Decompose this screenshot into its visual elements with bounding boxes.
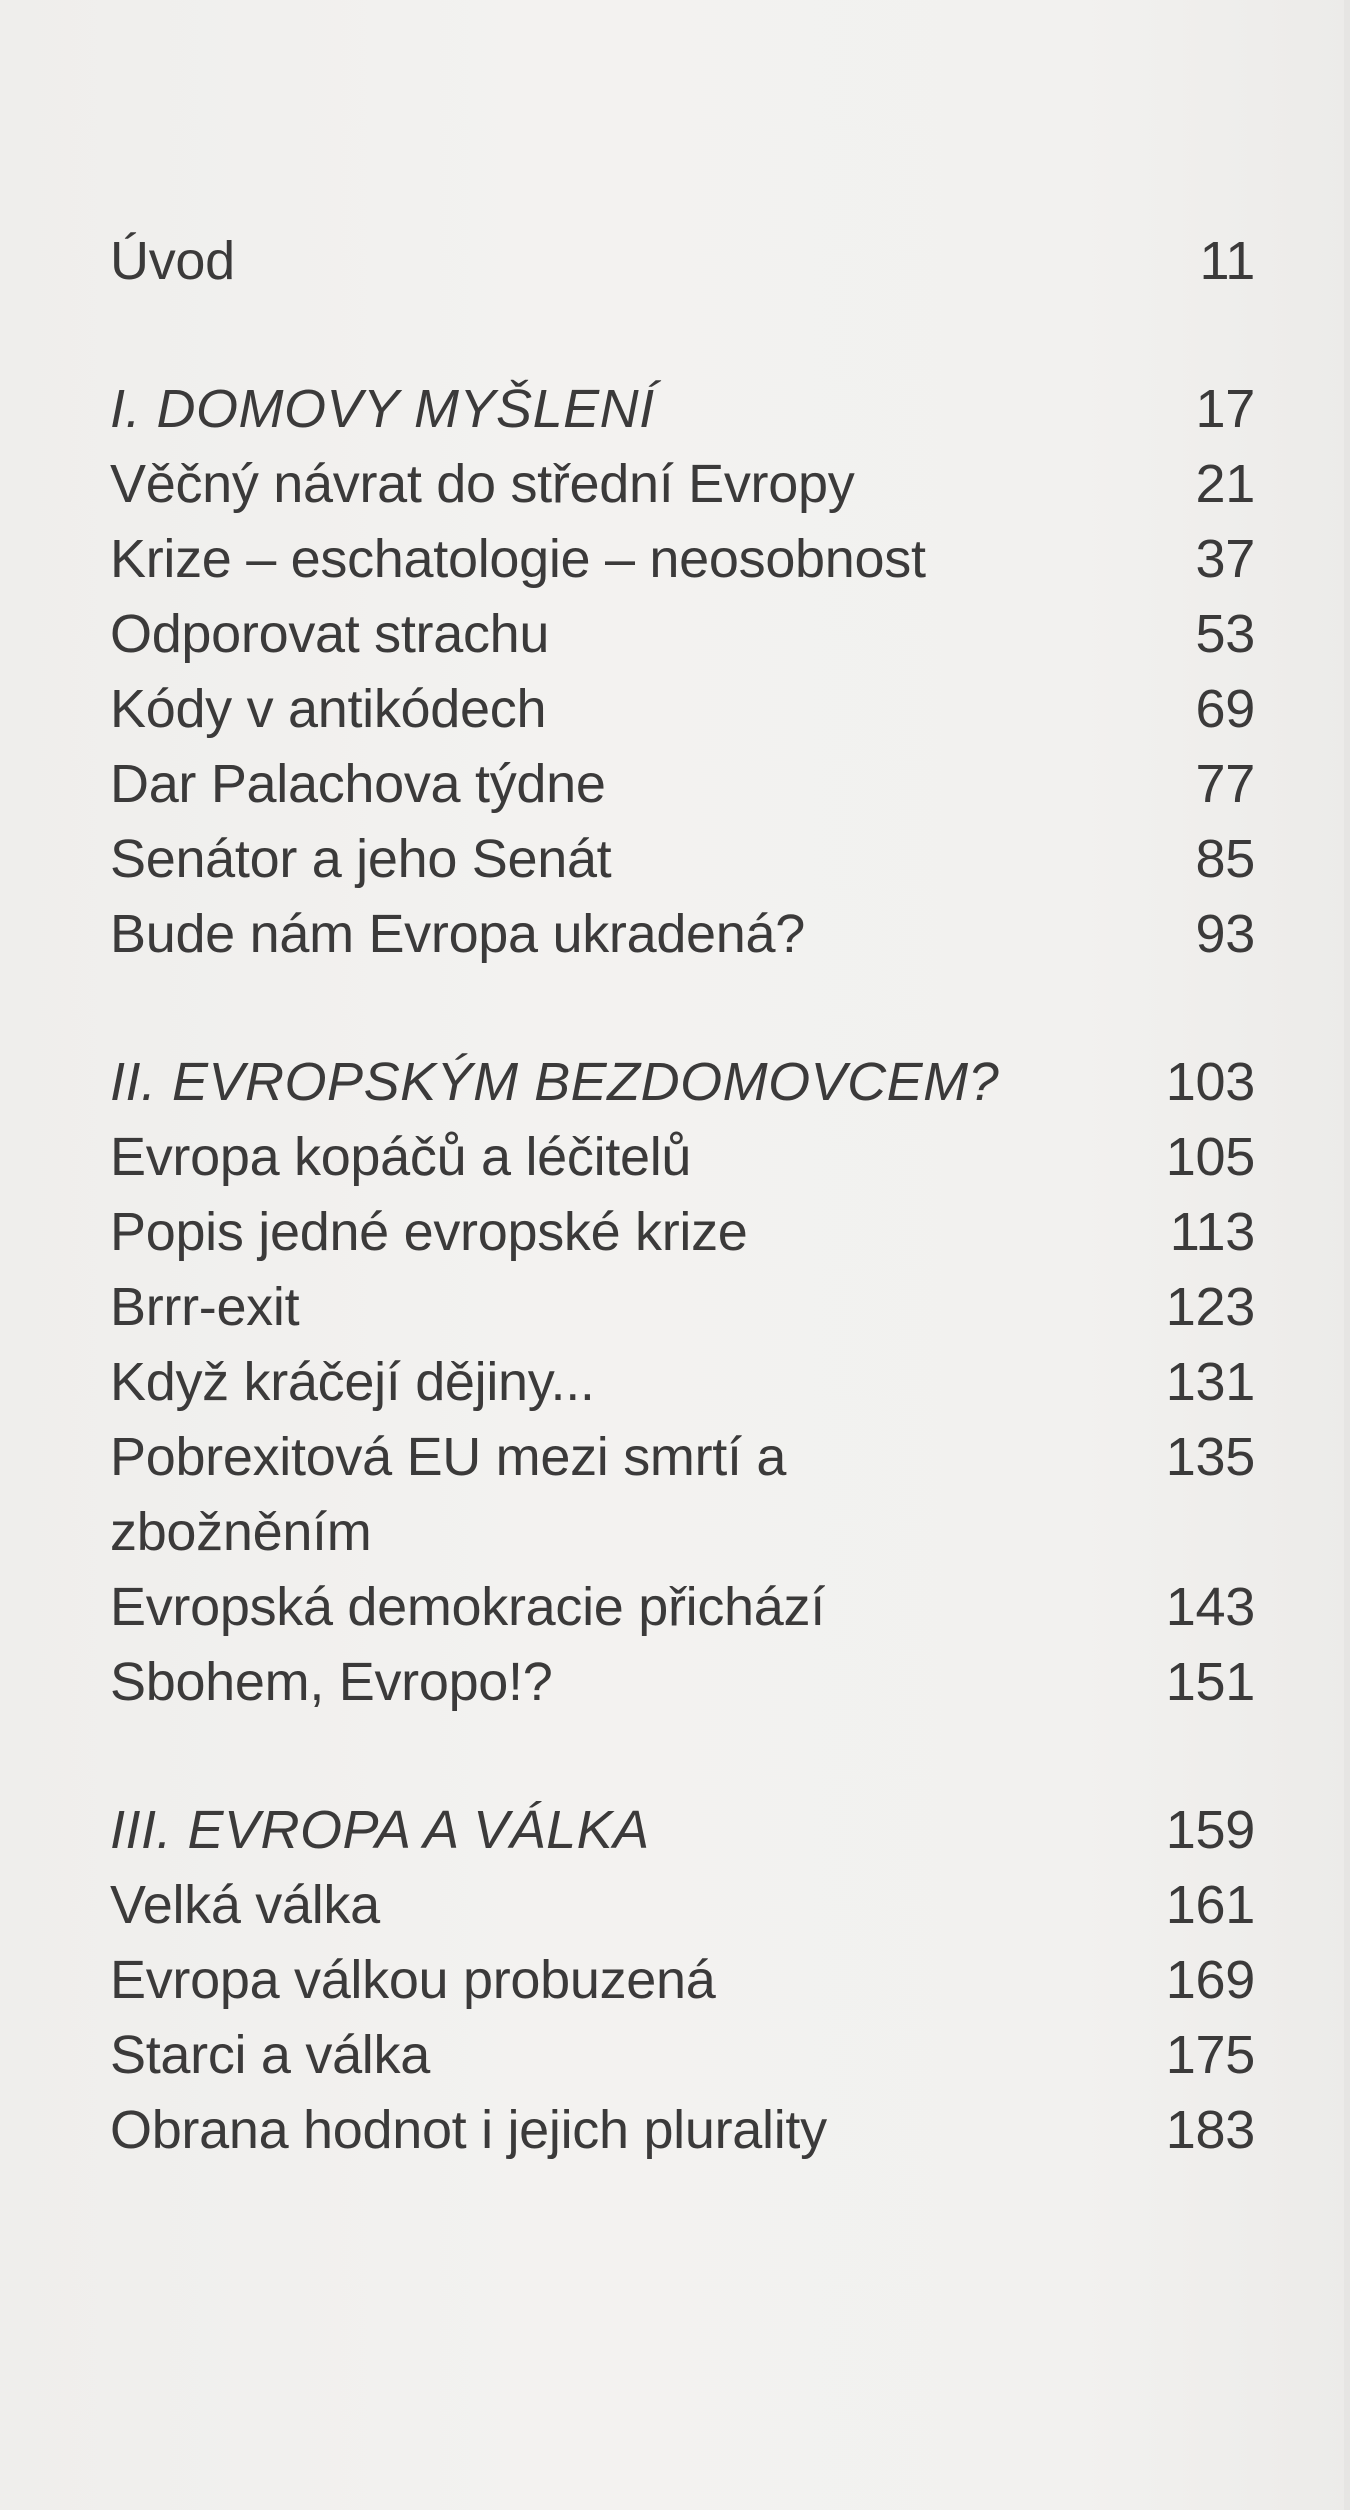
- entry-page-number: 93: [1195, 904, 1255, 964]
- entry-title: Úvod: [110, 231, 235, 291]
- entry-page-number: 131: [1165, 1352, 1255, 1412]
- part-page-number: 103: [1165, 1052, 1255, 1112]
- page-edge: [1344, 0, 1350, 2510]
- part-page-number: 17: [1195, 379, 1255, 439]
- entry-page-number: 175: [1165, 2025, 1255, 2085]
- entry-page-number: 161: [1165, 1875, 1255, 1935]
- entry-title: Obrana hodnot i jejich plurality: [110, 2100, 827, 2160]
- entry-page-number: 85: [1195, 829, 1255, 889]
- table-of-contents: [110, 0, 1255, 2510]
- entry-title: Dar Palachova týdne: [110, 754, 606, 814]
- entry-page-number: 69: [1195, 679, 1255, 739]
- entry-title: Pobrexitová EU mezi smrtí a zbožněním: [110, 1427, 787, 1562]
- entry-title: Bude nám Evropa ukradená?: [110, 904, 805, 964]
- part-title: II. EVROPSKÝM BEZDOMOVCEM?: [110, 1052, 1000, 1112]
- entry-title: Evropská demokracie přichází: [110, 1577, 825, 1637]
- entry-page-number: 169: [1165, 1950, 1255, 2010]
- entry-page-number: 123: [1165, 1277, 1255, 1337]
- entry-title: Evropa válkou probuzená: [110, 1950, 716, 2010]
- entry-title: Velká válka: [110, 1875, 380, 1935]
- entry-page-number: 183: [1165, 2100, 1255, 2160]
- entry-page-number: 113: [1169, 1202, 1255, 1262]
- entry-page-number: 151: [1165, 1652, 1255, 1712]
- entry-title: Krize – eschatologie – neosobnost: [110, 529, 926, 589]
- entry-title: Když kráčejí dějiny...: [110, 1352, 595, 1412]
- entry-title: Sbohem, Evropo!?: [110, 1652, 553, 1712]
- entry-title: Odporovat strachu: [110, 604, 550, 664]
- entry-page-number: 143: [1165, 1577, 1255, 1637]
- part-title: III. EVROPA A VÁLKA: [110, 1800, 650, 1860]
- entry-page-number: 53: [1195, 604, 1255, 664]
- entry-page-number: 37: [1195, 529, 1255, 589]
- entry-title: Brrr-exit: [110, 1277, 300, 1337]
- entry-title: Starci a válka: [110, 2025, 430, 2085]
- entry-page-number: 135: [1165, 1427, 1255, 1487]
- entry-title: Popis jedné evropské krize: [110, 1202, 748, 1262]
- entry-title: Senátor a jeho Senát: [110, 829, 612, 889]
- part-title: I. DOMOVY MYŠLENÍ: [110, 379, 655, 439]
- entry-page-number: 105: [1165, 1127, 1255, 1187]
- entry-title: Věčný návrat do střední Evropy: [110, 454, 855, 514]
- entry-title: Kódy v antikódech: [110, 679, 547, 739]
- part-page-number: 159: [1165, 1800, 1255, 1860]
- entry-page-number: 11: [1199, 231, 1255, 291]
- entry-page-number: 77: [1195, 754, 1255, 814]
- entry-title: Evropa kopáčů a léčitelů: [110, 1127, 692, 1187]
- entry-page-number: 21: [1195, 454, 1255, 514]
